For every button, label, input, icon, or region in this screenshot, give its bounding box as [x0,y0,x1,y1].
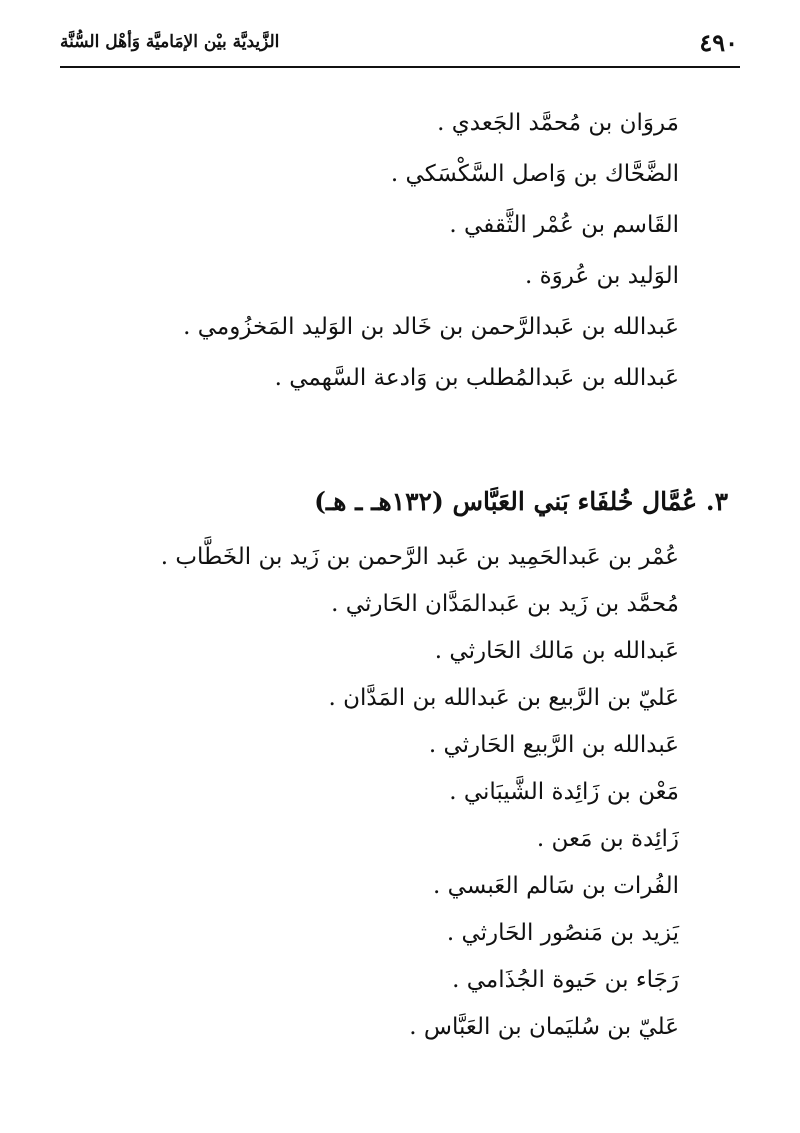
list-item: مَروَان بن مُحمَّد الجَعدي . [437,110,679,136]
list-item: مُحمَّد بن زَيد بن عَبدالمَدَّان الحَارثي . [331,591,679,617]
list-item: يَزيد بن مَنصُور الحَارثي . [446,920,679,946]
list-item: رَجَاء بن حَيوة الجُذَامي . [452,967,679,993]
list-item: عَبدالله بن مَالك الحَارثي . [434,638,679,664]
list-item: الضَّحَّاك بن وَاصل السَّكْسَكي . [390,161,679,187]
page-number: ٤٩٠ [699,28,738,57]
running-header [60,28,740,72]
list-item: عُمْر بن عَبدالحَمِيد بن عَبد الرَّحمن بن زَيد بن الخَطَّاب . [160,544,679,570]
list-item: زَائِدة بن مَعن . [536,826,679,852]
section-heading: ٣. عُمَّال خُلفَاء بَني العَبَّاس (١٣٢هـ ـ هـ) [314,487,728,516]
governors-list-continued [79,98,679,404]
header-divider [60,66,740,68]
list-item: مَعْن بن زَائِدة الشَّيبَاني . [449,779,679,805]
list-item: عَليّ بن سُليَمان بن العَبَّاس . [409,1014,679,1040]
list-item: الفُرات بن سَالم العَبسي . [433,873,679,899]
list-item: الوَليد بن عُروَة . [524,263,679,289]
running-header-title: الزَّيديَّة بيْن الإمَاميَّة وَأهْل السُّنَّة [60,32,280,52]
abbasid-governors-list [79,534,679,1051]
list-item: القَاسم بن عُمْر الثَّقفي . [449,212,679,238]
list-item: عَبدالله بن عَبدالرَّحمن بن خَالد بن الوَليد المَخزُومي . [183,314,679,340]
list-item: عَبدالله بن عَبدالمُطلب بن وَادعة السَّهمي . [274,365,679,391]
list-item: عَبدالله بن الرَّبيع الحَارثي . [428,732,679,758]
list-item: عَليّ بن الرَّبيع بن عَبدالله بن المَدَّان . [328,685,679,711]
